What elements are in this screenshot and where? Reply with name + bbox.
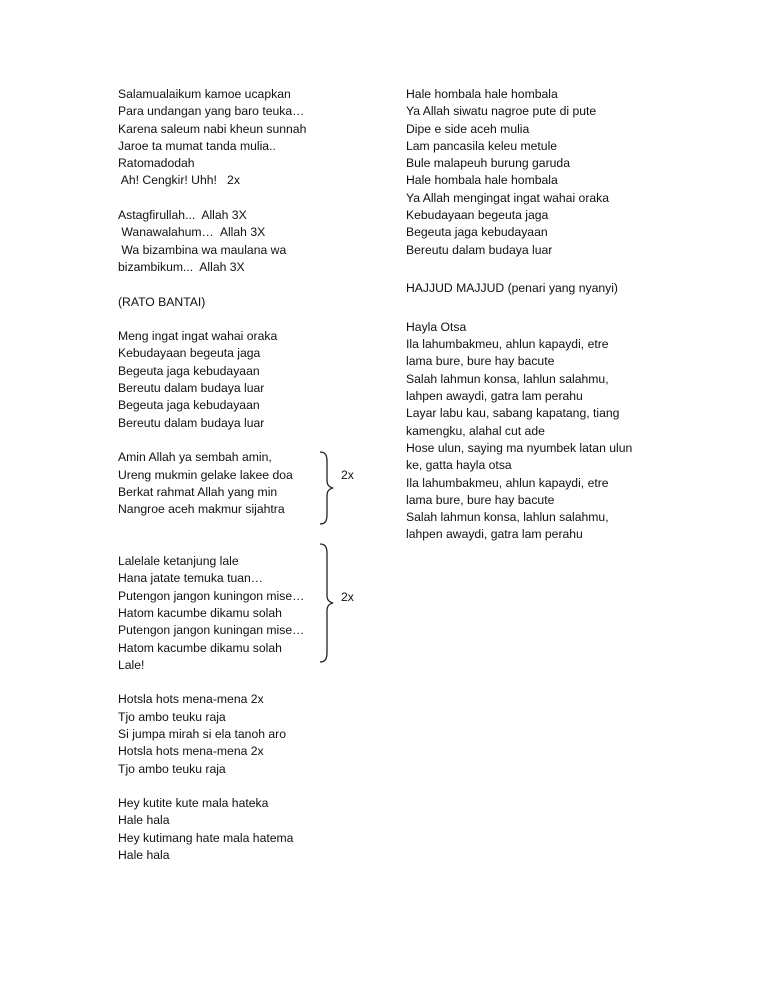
lyric-line: Ureng mukmin gelake lakee doa: [118, 467, 293, 482]
stanza-gap: [118, 536, 333, 553]
left-stanza: [118, 691, 333, 777]
lyric-line: Hey kutite kute mala hateka: [118, 796, 269, 811]
left-stanza: [118, 553, 333, 674]
stanza-gap: [118, 276, 333, 293]
lyric-line: Salah lahmun konsa, lahlun salahmu,: [406, 371, 609, 386]
lyric-line: Salamualaikum kamoe ucapkan: [118, 87, 291, 101]
right-stanza: [406, 280, 656, 297]
lyric-line: lama bure, bure hay bacute: [406, 492, 555, 507]
lyric-line: HAJJUD MAJJUD (penari yang nyanyi): [406, 281, 618, 296]
lyric-line: Nangroe aceh makmur sijahtra: [118, 502, 285, 517]
lyric-line: Karena saleum nabi kheun sunnah: [118, 121, 307, 136]
lyric-line: Tjo ambo teuku raja: [118, 709, 226, 724]
stanza-gap: [118, 674, 333, 691]
right-column: [406, 86, 656, 544]
lyric-line: lama bure, bure hay bacute: [406, 354, 555, 369]
lyric-line: Bereutu dalam budaya luar: [118, 415, 265, 430]
lyric-line: Hayla Otsa: [406, 319, 467, 334]
lyric-line: Begeuta jaga kebudayaan: [118, 398, 260, 413]
lyric-line: Begeuta jaga kebudayaan: [406, 225, 548, 240]
lyric-line: Berkat rahmat Allah yang min: [118, 484, 278, 499]
stanza-gap: [118, 311, 333, 328]
lyric-line: kamengku, alahal cut ade: [406, 423, 545, 438]
lyric-line: Hana jatate temuka tuan…: [118, 571, 263, 586]
lyric-line: Hose ulun, saying ma nyumbek latan ulun: [406, 440, 633, 455]
lyric-line: Wa bizambina wa maulana wa: [118, 242, 287, 257]
lyric-line: Jaroe ta mumat tanda mulia..: [118, 138, 276, 153]
left-stanza: [118, 207, 333, 276]
repeat-count-lalelale: 2x: [341, 590, 354, 604]
lyric-line: (RATO BANTAI): [118, 294, 206, 309]
lyric-line: Putengon jangon kuningon mise…: [118, 588, 305, 603]
lyric-line: lahpen awaydi, gatra lam perahu: [406, 527, 583, 542]
lyric-line: Amin Allah ya sembah amin,: [118, 450, 272, 465]
lyric-line: Ila lahumbakmeu, ahlun kapaydi, etre: [406, 475, 609, 490]
lyric-line: Si jumpa mirah si ela tanoh aro: [118, 726, 287, 741]
lyric-line: Ah! Cengkir! Uhh! 2x: [118, 173, 240, 188]
stanza-gap: [118, 432, 333, 449]
lyric-line: Hale hala: [118, 848, 170, 863]
lyric-line: lahpen awaydi, gatra lam perahu: [406, 389, 583, 404]
left-column: [118, 86, 333, 864]
lyric-line: Bule malapeuh burung garuda: [406, 156, 570, 171]
lyric-line: Bereutu dalam budaya luar: [118, 381, 265, 396]
lyric-line: Wanawalahum… Allah 3X: [118, 225, 266, 240]
lyric-line: Bereutu dalam budaya luar: [406, 242, 553, 257]
lyric-line: Hale hala: [118, 813, 170, 828]
lyric-line: Lalelale ketanjung lale: [118, 554, 239, 569]
lyric-line: Ya Allah siwatu nagroe pute di pute: [406, 104, 597, 119]
lyric-line: Ila lahumbakmeu, ahlun kapaydi, etre: [406, 337, 609, 352]
left-stanza: [118, 328, 333, 432]
stanza-gap: [118, 190, 333, 207]
lyric-line: Putengon jangon kuningan mise…: [118, 623, 305, 638]
stanza-gap: [406, 259, 656, 276]
lyric-line: bizambikum... Allah 3X: [118, 259, 245, 274]
lyric-line: Hatom kacumbe dikamu solah: [118, 605, 282, 620]
repeat-count-amin: 2x: [341, 468, 354, 482]
lyric-line: Begeuta jaga kebudayaan: [118, 363, 260, 378]
lyric-line: Hatom kacumbe dikamu solah: [118, 640, 282, 655]
lyric-line: Para undangan yang baro teuka…: [118, 104, 305, 119]
lyric-line: Meng ingat ingat wahai oraka: [118, 329, 278, 344]
left-stanza: [118, 795, 333, 864]
lyric-line: Dipe e side aceh mulia: [406, 121, 530, 136]
lyric-line: Tjo ambo teuku raja: [118, 761, 226, 776]
left-stanza: [118, 449, 333, 518]
lyric-line: Ratomadodah: [118, 156, 195, 171]
lyric-line: Ya Allah mengingat ingat wahai oraka: [406, 190, 610, 205]
lyric-line: Kebudayaan begeuta jaga: [118, 346, 261, 361]
lyric-line: Salah lahmun konsa, lahlun salahmu,: [406, 510, 609, 525]
stanza-gap: [118, 778, 333, 795]
lyric-line: Hale hombala hale hombala: [406, 87, 558, 101]
right-stanza: [406, 86, 656, 259]
lyric-line: Hey kutimang hate mala hatema: [118, 830, 294, 845]
right-stanza: [406, 319, 656, 544]
lyric-line: Astagfirullah... Allah 3X: [118, 208, 247, 223]
repeat-brace-amin: [318, 450, 340, 526]
lyric-line: ke, gatta hayla otsa: [406, 458, 512, 473]
stanza-gap: [406, 298, 656, 315]
repeat-brace-lalelale: [318, 542, 340, 664]
lyric-line: Lale!: [118, 657, 145, 672]
lyric-line: Layar labu kau, sabang kapatang, tiang: [406, 406, 620, 421]
lyric-line: Kebudayaan begeuta jaga: [406, 208, 549, 223]
lyric-line: Hotsla hots mena-mena 2x: [118, 692, 264, 707]
lyric-line: Lam pancasila keleu metule: [406, 138, 558, 153]
left-stanza: [118, 294, 333, 311]
left-stanza: [118, 86, 333, 190]
lyric-line: Hale hombala hale hombala: [406, 173, 558, 188]
lyric-line: Hotsla hots mena-mena 2x: [118, 744, 264, 759]
stanza-gap: [118, 518, 333, 535]
